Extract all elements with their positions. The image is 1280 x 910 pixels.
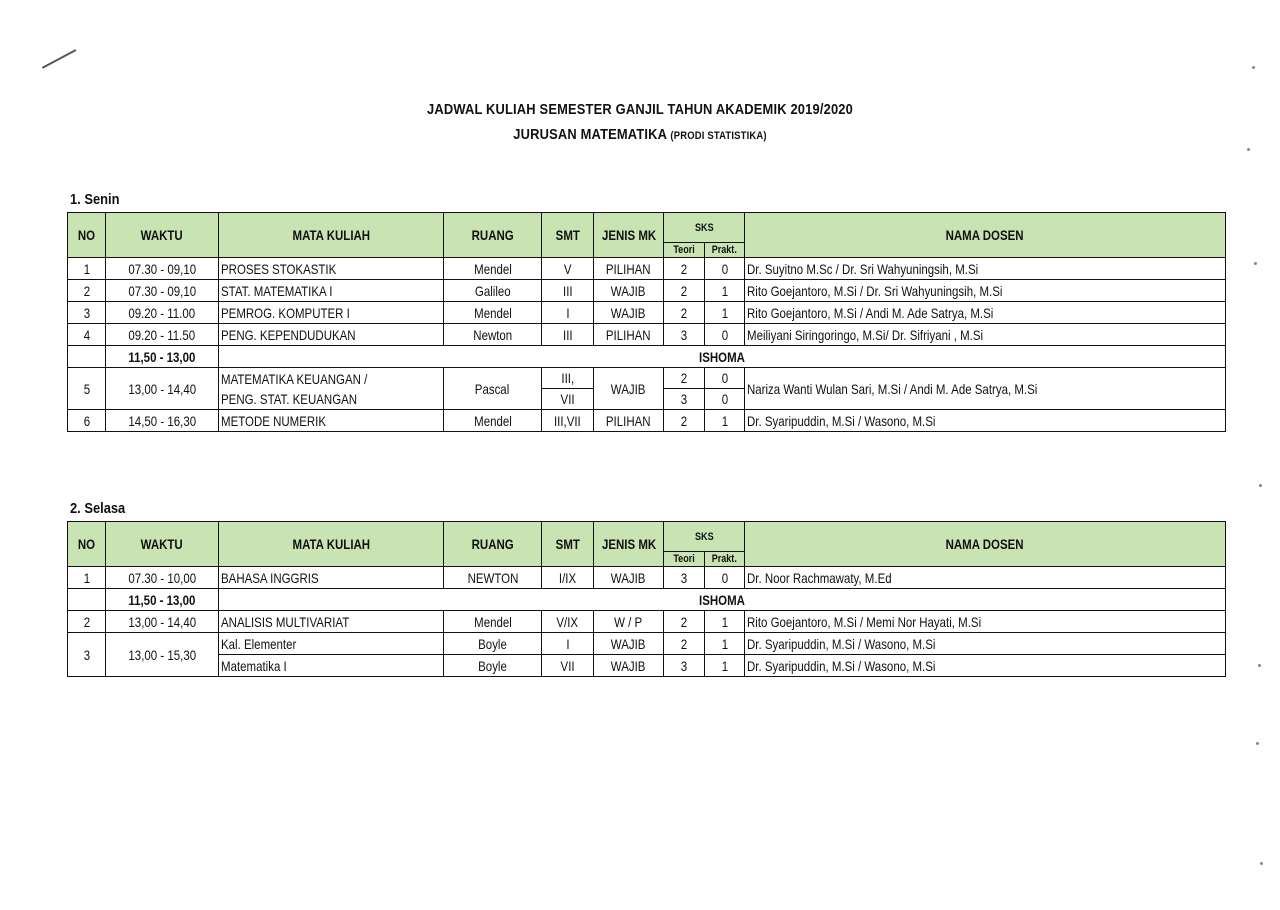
- cell-jenis-mk: PILIHAN: [594, 258, 664, 280]
- day-label-senin: 1. Senin: [70, 191, 120, 208]
- col-teori: Teori: [664, 243, 705, 258]
- cell-nama-dosen: Meiliyani Siringoringo, M.Si/ Dr. Sifriyani , M.Si: [745, 324, 1226, 346]
- scan-speck: [1258, 664, 1261, 667]
- day-label-selasa: 2. Selasa: [70, 500, 126, 517]
- cell-waktu: 07.30 - 09,10: [106, 258, 219, 280]
- cell-smt: I: [542, 633, 594, 655]
- cell-no: 6: [68, 410, 106, 432]
- scan-speck: [1254, 262, 1257, 265]
- col-waktu: WAKTU: [106, 522, 219, 567]
- col-nama-dosen: NAMA DOSEN: [745, 522, 1226, 567]
- cell-no: [68, 346, 106, 368]
- cell-no: 2: [68, 611, 106, 633]
- cell-teori: 2: [664, 280, 705, 302]
- col-jenis-mk: JENIS MK: [594, 213, 664, 258]
- col-teori: Teori: [664, 552, 705, 567]
- cell-smt: III: [542, 324, 594, 346]
- cell-prakt: 0: [705, 567, 745, 589]
- cell-nama-dosen: Dr. Syaripuddin, M.Si / Wasono, M.Si: [745, 633, 1226, 655]
- cell-waktu: 13,00 - 14,40: [106, 368, 219, 410]
- table-row: [68, 633, 1226, 655]
- cell-ruang: Boyle: [444, 655, 542, 677]
- cell-teori: 2: [664, 611, 705, 633]
- col-prakt: Prakt.: [705, 552, 745, 567]
- cell-waktu: 07.30 - 09,10: [106, 280, 219, 302]
- cell-mata-kuliah: BAHASA INGGRIS: [219, 567, 444, 589]
- cell-prakt: 1: [705, 280, 745, 302]
- cell-mata-kuliah: PEMROG. KOMPUTER I: [219, 302, 444, 324]
- table-row: [68, 410, 1226, 432]
- cell-ruang: Mendel: [444, 258, 542, 280]
- cell-nama-dosen: Dr. Noor Rachmawaty, M.Ed: [745, 567, 1226, 589]
- col-mata-kuliah: MATA KULIAH: [219, 522, 444, 567]
- break-label: ISHOMA: [219, 589, 1226, 611]
- cell-jenis-mk: PILIHAN: [594, 324, 664, 346]
- cell-no: 3: [68, 302, 106, 324]
- cell-mata-kuliah: ANALISIS MULTIVARIAT: [219, 611, 444, 633]
- cell-jenis-mk: WAJIB: [594, 368, 664, 410]
- cell-ruang: Newton: [444, 324, 542, 346]
- break-row: [68, 346, 1226, 368]
- cell-jenis-mk: WAJIB: [594, 280, 664, 302]
- cell-waktu: 09.20 - 11.00: [106, 302, 219, 324]
- cell-ruang: NEWTON: [444, 567, 542, 589]
- cell-smt: VII: [542, 655, 594, 677]
- cell-waktu: 09.20 - 11.50: [106, 324, 219, 346]
- cell-smt: III,: [542, 368, 594, 389]
- cell-mata-kuliah: PENG. KEPENDUDUKAN: [219, 324, 444, 346]
- cell-teori: 2: [664, 302, 705, 324]
- cell-no: [68, 589, 106, 611]
- cell-prakt: 0: [705, 258, 745, 280]
- col-no: NO: [68, 522, 106, 567]
- col-smt: SMT: [542, 522, 594, 567]
- cell-mata-kuliah: MATEMATIKA KEUANGAN / PENG. STAT. KEUANGAN: [219, 368, 444, 410]
- cell-prakt: 1: [705, 633, 745, 655]
- col-smt: SMT: [542, 213, 594, 258]
- cell-ruang: Galileo: [444, 280, 542, 302]
- pen-mark: [42, 49, 76, 68]
- cell-smt: III: [542, 280, 594, 302]
- schedule-table-selasa: [67, 521, 1226, 677]
- cell-waktu: 13,00 - 15,30: [106, 633, 219, 677]
- cell-nama-dosen: Rito Goejantoro, M.Si / Dr. Sri Wahyuningsih, M.Si: [745, 280, 1226, 302]
- col-jenis-mk: JENIS MK: [594, 522, 664, 567]
- cell-prakt: 1: [705, 611, 745, 633]
- break-label: ISHOMA: [219, 346, 1226, 368]
- col-no: NO: [68, 213, 106, 258]
- cell-mata-kuliah: METODE NUMERIK: [219, 410, 444, 432]
- cell-jenis-mk: PILIHAN: [594, 410, 664, 432]
- header-row: [68, 213, 1226, 243]
- cell-ruang: Boyle: [444, 633, 542, 655]
- table-row: [68, 655, 1226, 677]
- cell-prakt: 0: [705, 389, 745, 410]
- break-row: [68, 589, 1226, 611]
- cell-ruang: Mendel: [444, 302, 542, 324]
- cell-prakt: 1: [705, 410, 745, 432]
- cell-ruang: Pascal: [444, 368, 542, 410]
- cell-smt: I: [542, 302, 594, 324]
- scan-speck: [1247, 148, 1250, 151]
- cell-nama-dosen: Dr. Syaripuddin, M.Si / Wasono, M.Si: [745, 410, 1226, 432]
- scan-speck: [1259, 484, 1262, 487]
- cell-nama-dosen: Dr. Syaripuddin, M.Si / Wasono, M.Si: [745, 655, 1226, 677]
- cell-smt: V: [542, 258, 594, 280]
- header-row: [68, 522, 1226, 552]
- cell-teori: 2: [664, 410, 705, 432]
- break-waktu: 11,50 - 13,00: [106, 589, 219, 611]
- page-title: JADWAL KULIAH SEMESTER GANJIL TAHUN AKADEMIK 2019/2020: [427, 101, 853, 118]
- cell-prakt: 0: [705, 368, 745, 389]
- col-sks: SKS: [664, 213, 745, 243]
- cell-nama-dosen: Rito Goejantoro, M.Si / Memi Nor Hayati, M.Si: [745, 611, 1226, 633]
- cell-smt: III,VII: [542, 410, 594, 432]
- cell-no: 1: [68, 567, 106, 589]
- scan-speck: [1256, 742, 1259, 745]
- cell-nama-dosen: Rito Goejantoro, M.Si / Andi M. Ade Satrya, M.Si: [745, 302, 1226, 324]
- table-row: [68, 258, 1226, 280]
- table-row: [68, 324, 1226, 346]
- cell-teori: 2: [664, 633, 705, 655]
- cell-teori: 2: [664, 368, 705, 389]
- cell-teori: 3: [664, 389, 705, 410]
- cell-mata-kuliah: Kal. Elementer: [219, 633, 444, 655]
- cell-prakt: 1: [705, 655, 745, 677]
- cell-waktu: 13,00 - 14,40: [106, 611, 219, 633]
- col-ruang: RUANG: [444, 213, 542, 258]
- scan-speck: [1260, 862, 1263, 865]
- cell-nama-dosen: Dr. Suyitno M.Sc / Dr. Sri Wahyuningsih, M.Si: [745, 258, 1226, 280]
- col-prakt: Prakt.: [705, 243, 745, 258]
- cell-prakt: 0: [705, 324, 745, 346]
- cell-ruang: Mendel: [444, 410, 542, 432]
- page-subtitle: JURUSAN MATEMATIKA (PRODI STATISTIKA): [513, 126, 767, 143]
- table-row: [68, 611, 1226, 633]
- scan-speck: [1252, 66, 1255, 69]
- schedule-table-senin: [67, 212, 1226, 432]
- table-row: [68, 567, 1226, 589]
- cell-teori: 3: [664, 567, 705, 589]
- cell-ruang: Mendel: [444, 611, 542, 633]
- cell-jenis-mk: WAJIB: [594, 302, 664, 324]
- cell-waktu: 07.30 - 10,00: [106, 567, 219, 589]
- cell-no: 3: [68, 633, 106, 677]
- cell-prakt: 1: [705, 302, 745, 324]
- cell-teori: 3: [664, 324, 705, 346]
- cell-no: 4: [68, 324, 106, 346]
- table-row: [68, 302, 1226, 324]
- cell-teori: 2: [664, 258, 705, 280]
- col-nama-dosen: NAMA DOSEN: [745, 213, 1226, 258]
- cell-mata-kuliah: PROSES STOKASTIK: [219, 258, 444, 280]
- col-ruang: RUANG: [444, 522, 542, 567]
- cell-no: 5: [68, 368, 106, 410]
- cell-mata-kuliah: STAT. MATEMATIKA I: [219, 280, 444, 302]
- cell-smt: I/IX: [542, 567, 594, 589]
- cell-smt: V/IX: [542, 611, 594, 633]
- cell-nama-dosen: Nariza Wanti Wulan Sari, M.Si / Andi M. Ade Satrya, M.Si: [745, 368, 1226, 410]
- cell-waktu: 14,50 - 16,30: [106, 410, 219, 432]
- table-row: [68, 368, 1226, 389]
- cell-smt: VII: [542, 389, 594, 410]
- col-waktu: WAKTU: [106, 213, 219, 258]
- cell-jenis-mk: W / P: [594, 611, 664, 633]
- cell-no: 1: [68, 258, 106, 280]
- cell-jenis-mk: WAJIB: [594, 655, 664, 677]
- break-waktu: 11,50 - 13,00: [106, 346, 219, 368]
- cell-teori: 3: [664, 655, 705, 677]
- table-row: [68, 280, 1226, 302]
- col-sks: SKS: [664, 522, 745, 552]
- cell-jenis-mk: WAJIB: [594, 633, 664, 655]
- cell-mata-kuliah: Matematika I: [219, 655, 444, 677]
- col-mata-kuliah: MATA KULIAH: [219, 213, 444, 258]
- cell-no: 2: [68, 280, 106, 302]
- cell-jenis-mk: WAJIB: [594, 567, 664, 589]
